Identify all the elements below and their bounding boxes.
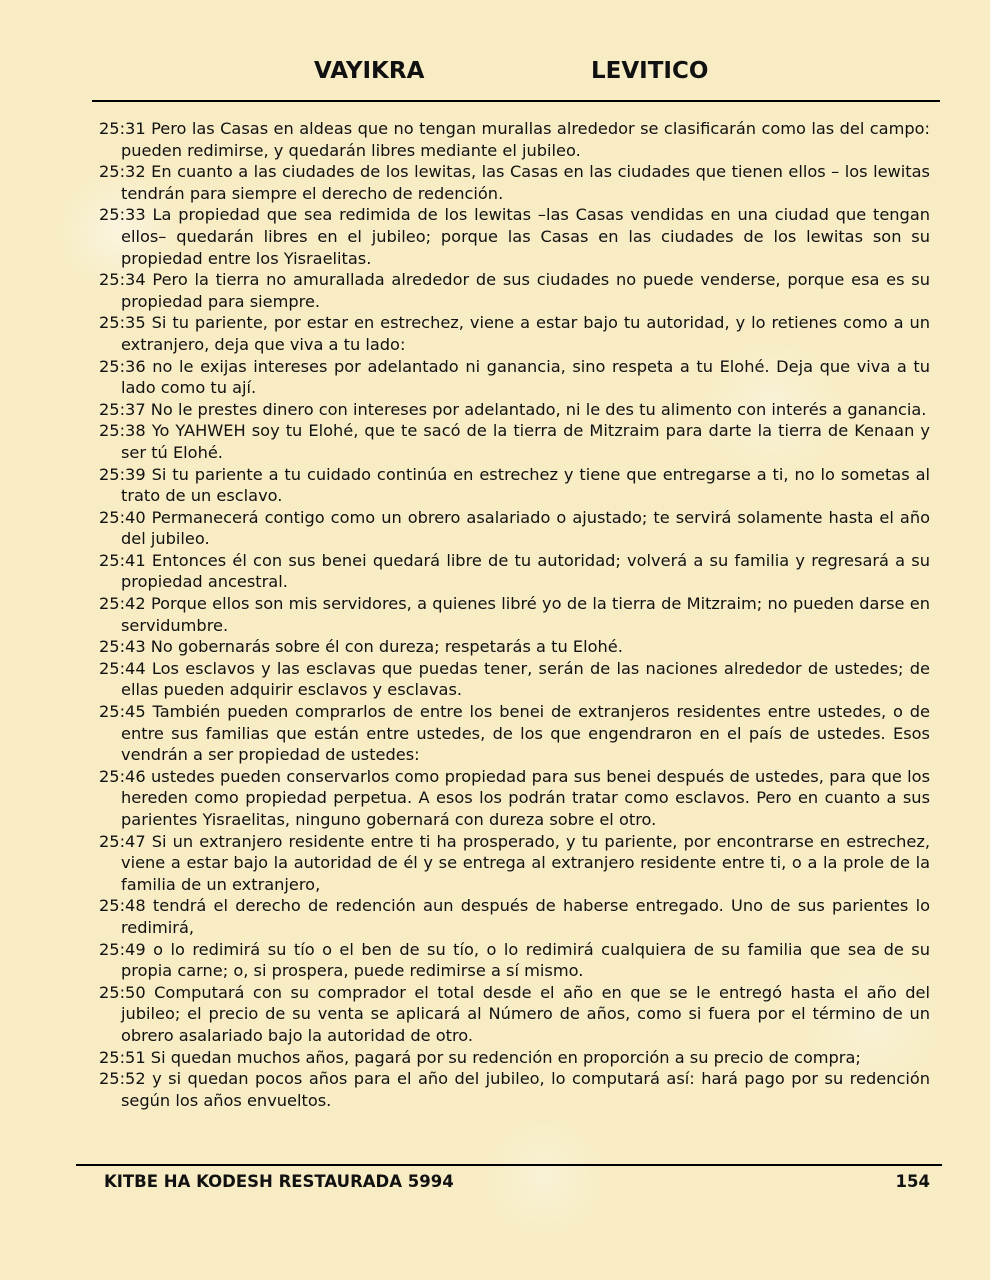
verse-25-36: 25:36 no le exijas intereses por adelantado ni ganancia, sino respeta a tu Elohé. Deja que viva a tu lado como tu ají. (99, 356, 930, 398)
verse-25-42: 25:42 Porque ellos son mis servidores, a quienes libré yo de la tierra de Mitzraim; no pueden darse en servidumbre. (99, 594, 930, 635)
verse-25-47: 25:47 Si un extranjero residente entre ti ha prosperado, y tu pariente, por encontrarse en estrechez, viene a estar bajo la autoridad de él y se entrega al extranjero residente entre ti, o a la prole de la familia de un extranjero, (99, 831, 930, 894)
verse-25-37: 25:37 No le prestes dinero con intereses por adelantado, ni le des tu alimento con interés a ganancia. (99, 399, 927, 419)
verse-25-40: 25:40 Permanecerá contigo como un obrero asalariado o ajustado; te servirá solamente hasta el año del jubileo. (99, 507, 930, 549)
verse-25-34: 25:34 Pero la tierra no amurallada alrededor de sus ciudades no puede venderse, porque esa es su propiedad para siempre. (99, 270, 930, 311)
header-divider (92, 100, 940, 102)
verse-list (99, 118, 930, 1111)
verse-25-43: 25:43 No gobernarás sobre él con dureza; respetarás a tu Elohé. (99, 637, 623, 657)
footer-divider (76, 1164, 942, 1166)
page-footer (0, 1172, 990, 1196)
page-header (0, 58, 990, 90)
verse-25-51: 25:51 Si quedan muchos años, pagará por su redención en proporción a su precio de compra; (99, 1047, 861, 1067)
verse-25-44: 25:44 Los esclavos y las esclavas que puedas tener, serán de las naciones alrededor de ustedes; de ellas pueden adquirir esclavos y esclavas. (99, 658, 930, 700)
verse-25-48: 25:48 tendrá el derecho de redención aun después de haberse entregado. Uno de sus parientes lo redimirá, (99, 896, 930, 937)
verse-25-52: 25:52 y si quedan pocos años para el año del jubileo, lo computará así: hará pago por su redención según los años envueltos. (99, 1069, 930, 1110)
verse-25-33: 25:33 La propiedad que sea redimida de los lewitas –las Casas vendidas en una ciudad que tengan ellos– quedarán libres en el jubileo; porque las Casas en las ciudades de los lewitas son su propiedad entre los Yisraelitas. (99, 205, 930, 268)
verse-25-45: 25:45 También pueden comprarlos de entre los benei de extranjeros residentes entre ustedes, o de entre sus familias que están entre ustedes, de los que engendraron en el país de ustedes. Esos vendrán a ser propiedad de ustedes: (99, 702, 930, 765)
page-number: 154 (895, 1172, 930, 1191)
footer-book-title: KITBE HA KODESH RESTAURADA 5994 (104, 1172, 454, 1191)
header-book-name-hebrew: VAYIKRA (314, 58, 425, 84)
verse-25-35: 25:35 Si tu pariente, por estar en estrechez, viene a estar bajo tu autoridad, y lo retienes como a un extranjero, deja que viva a tu lado: (99, 313, 930, 354)
verse-25-31: 25:31 Pero las Casas en aldeas que no tengan murallas alrededor se clasificarán como las del campo: pueden redimirse, y quedarán libres mediante el jubileo. (99, 119, 930, 160)
verse-25-50: 25:50 Computará con su comprador el total desde el año en que se le entregó hasta el año del jubileo; el precio de su venta se aplicará al Número de años, como si fuera por el término de un obrero asalariado bajo la autoridad de otro. (99, 982, 930, 1045)
verse-25-46: 25:46 ustedes pueden conservarlos como propiedad para sus benei después de ustedes, para que los hereden como propiedad perpetua. A esos los podrán tratar como esclavos. Pero en cuanto a sus parientes Yisraelitas, ninguno gobernará con dureza sobre el otro. (99, 766, 930, 829)
verse-25-49: 25:49 o lo redimirá su tío o el ben de su tío, o lo redimirá cualquiera de su familia que sea de su propia carne; o, si prospera, puede redimirse a sí mismo. (99, 939, 930, 981)
header-book-name-spanish: LEVITICO (591, 58, 709, 84)
verse-25-39: 25:39 Si tu pariente a tu cuidado continúa en estrechez y tiene que entregarse a ti, no lo sometas al trato de un esclavo. (99, 464, 930, 506)
verse-25-32: 25:32 En cuanto a las ciudades de los lewitas, las Casas en las ciudades que tienen ellos – los lewitas tendrán para siempre el derecho de redención. (99, 162, 930, 203)
verse-25-38: 25:38 Yo YAHWEH soy tu Elohé, que te sacó de la tierra de Mitzraim para darte la tierra de Kenaan y ser tú Elohé. (99, 421, 930, 462)
verse-25-41: 25:41 Entonces él con sus benei quedará libre de tu autoridad; volverá a su familia y regresará a su propiedad ancestral. (99, 550, 930, 592)
